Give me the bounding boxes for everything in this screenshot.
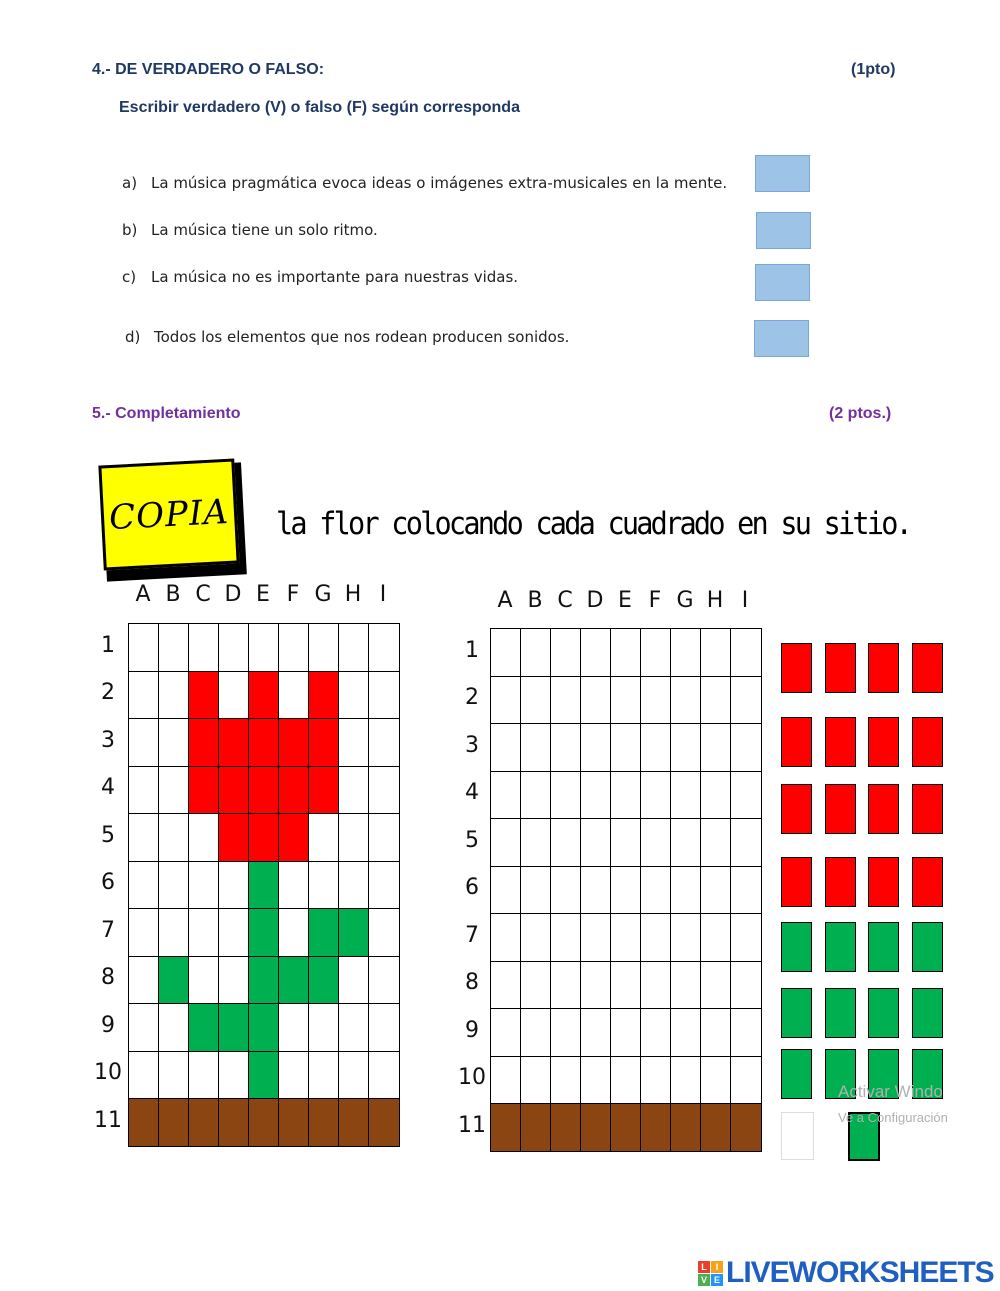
model-cell	[308, 718, 340, 767]
model-cell	[158, 1003, 190, 1052]
model-cell	[278, 1051, 310, 1100]
answer-cell[interactable]	[730, 723, 762, 772]
answer-cell[interactable]	[700, 628, 732, 677]
question-text: Todos los elementos que nos rodean producen sonidos.	[154, 328, 570, 346]
answer-cell[interactable]	[520, 818, 552, 867]
answer-cell[interactable]	[580, 961, 612, 1010]
model-cell	[158, 623, 190, 672]
answer-cell[interactable]	[700, 1008, 732, 1057]
model-cell	[338, 1003, 370, 1052]
answer-cell[interactable]	[700, 676, 732, 725]
answer-cell[interactable]	[610, 1103, 642, 1152]
answer-col-label: C	[557, 588, 573, 613]
answer-cell[interactable]	[610, 676, 642, 725]
answer-cell[interactable]	[550, 818, 582, 867]
model-cell	[308, 813, 340, 862]
answer-row-label: 1	[465, 637, 479, 663]
red-tile[interactable]	[781, 643, 812, 693]
question-letter: a)	[122, 174, 138, 192]
answer-cell[interactable]	[670, 961, 702, 1010]
model-col-label: F	[286, 582, 300, 607]
model-cell	[368, 766, 400, 815]
answer-cell[interactable]	[580, 1103, 612, 1152]
answer-cell[interactable]	[640, 818, 672, 867]
answer-cell[interactable]	[730, 961, 762, 1010]
model-cell	[188, 956, 220, 1005]
answer-cell[interactable]	[550, 628, 582, 677]
model-row-label: 4	[101, 775, 115, 801]
green-tile[interactable]	[912, 922, 943, 972]
answer-cell[interactable]	[520, 913, 552, 962]
answer-cell[interactable]	[670, 771, 702, 820]
model-cell	[188, 1003, 220, 1052]
model-cell	[188, 1098, 220, 1147]
answer-cell[interactable]	[640, 676, 672, 725]
answer-cell[interactable]	[730, 913, 762, 962]
model-col-label: A	[135, 582, 151, 607]
answer-cell[interactable]	[550, 676, 582, 725]
red-tile[interactable]	[781, 784, 812, 834]
model-col-label: C	[195, 582, 211, 607]
question-c	[122, 268, 518, 286]
model-cell	[338, 1098, 370, 1147]
section5-instruction: la flor colocando cada cuadrado en su sitio.	[276, 506, 911, 542]
model-cell	[218, 623, 250, 672]
model-cell	[128, 813, 160, 862]
answer-cell[interactable]	[520, 1008, 552, 1057]
answer-cell[interactable]	[490, 771, 522, 820]
answer-cell[interactable]	[610, 771, 642, 820]
answer-row-label: 3	[465, 732, 479, 758]
answer-cell[interactable]	[490, 676, 522, 725]
question-text: La música pragmática evoca ideas o imágenes extra-musicales en la mente.	[151, 174, 728, 192]
model-cell	[128, 1003, 160, 1052]
model-cell	[248, 766, 280, 815]
logo-text: LIVEWORKSHEETS	[726, 1256, 994, 1289]
model-cell	[278, 956, 310, 1005]
model-cell	[368, 956, 400, 1005]
model-row-label: 8	[101, 965, 115, 991]
answer-row-label: 10	[458, 1065, 486, 1091]
model-cell	[188, 766, 220, 815]
model-cell	[248, 671, 280, 720]
red-tile[interactable]	[825, 643, 856, 693]
model-col-label: H	[344, 582, 362, 607]
model-cell	[128, 671, 160, 720]
model-cell	[248, 1098, 280, 1147]
answer-cell[interactable]	[550, 913, 582, 962]
model-cell	[368, 1098, 400, 1147]
model-row-label: 9	[101, 1012, 115, 1038]
answer-box-c[interactable]	[755, 264, 810, 301]
green-tile[interactable]	[781, 922, 812, 972]
model-cell	[338, 671, 370, 720]
green-tile[interactable]	[868, 988, 899, 1038]
model-cell	[368, 813, 400, 862]
answer-cell[interactable]	[520, 676, 552, 725]
answer-cell[interactable]	[640, 1056, 672, 1105]
question-letter: b)	[122, 221, 138, 239]
answer-cell[interactable]	[580, 913, 612, 962]
answer-cell[interactable]	[580, 676, 612, 725]
answer-cell[interactable]	[550, 1008, 582, 1057]
answer-cell[interactable]	[550, 866, 582, 915]
answer-cell[interactable]	[730, 866, 762, 915]
model-cell	[218, 956, 250, 1005]
answer-row-label: 2	[465, 685, 479, 711]
answer-cell[interactable]	[670, 628, 702, 677]
answer-col-label: I	[741, 588, 749, 613]
white-tile[interactable]	[781, 1112, 814, 1160]
model-col-label: E	[256, 582, 270, 607]
section4-instruction: Escribir verdadero (V) o falso (F) según corresponda	[119, 99, 520, 116]
model-cell	[368, 908, 400, 957]
red-tile[interactable]	[781, 717, 812, 767]
model-cell	[308, 766, 340, 815]
answer-col-label: F	[648, 588, 662, 613]
model-cell	[308, 861, 340, 910]
model-col-label: I	[379, 582, 387, 607]
answer-cell[interactable]	[730, 1103, 762, 1152]
answer-cell[interactable]	[730, 628, 762, 677]
model-cell	[368, 1003, 400, 1052]
question-text: La música no es importante para nuestras vidas.	[151, 268, 519, 286]
model-cell	[368, 861, 400, 910]
red-tile[interactable]	[868, 717, 899, 767]
model-row-label: 11	[94, 1107, 122, 1133]
answer-cell[interactable]	[580, 1056, 612, 1105]
question-b	[122, 221, 378, 239]
answer-cell[interactable]	[520, 866, 552, 915]
model-cell	[158, 813, 190, 862]
model-row-label: 2	[101, 680, 115, 706]
model-row-label: 6	[101, 870, 115, 896]
answer-cell[interactable]	[670, 818, 702, 867]
model-cell	[278, 718, 310, 767]
answer-cell[interactable]	[640, 723, 672, 772]
answer-cell[interactable]	[520, 1103, 552, 1152]
model-cell	[308, 1003, 340, 1052]
model-cell	[338, 956, 370, 1005]
model-cell	[248, 623, 280, 672]
answer-cell[interactable]	[580, 818, 612, 867]
model-cell	[128, 1098, 160, 1147]
answer-cell[interactable]	[700, 913, 732, 962]
section4-points: (1pto)	[851, 61, 896, 78]
model-cell	[218, 813, 250, 862]
answer-cell[interactable]	[700, 1103, 732, 1152]
answer-col-label: E	[618, 588, 632, 613]
model-cell	[338, 623, 370, 672]
model-cell	[338, 861, 370, 910]
model-cell	[128, 766, 160, 815]
answer-cell[interactable]	[640, 1008, 672, 1057]
answer-cell[interactable]	[700, 723, 732, 772]
answer-cell[interactable]	[490, 723, 522, 772]
model-cell	[218, 766, 250, 815]
model-cell	[368, 1051, 400, 1100]
red-tile[interactable]	[912, 857, 943, 907]
answer-row-label: 6	[465, 875, 479, 901]
model-cell	[128, 623, 160, 672]
model-cell	[308, 1098, 340, 1147]
answer-cell[interactable]	[490, 866, 522, 915]
copy-label-text: COPIA	[108, 491, 230, 538]
model-cell	[158, 956, 190, 1005]
red-tile[interactable]	[868, 643, 899, 693]
answer-cell[interactable]	[730, 771, 762, 820]
question-letter: d)	[125, 328, 141, 346]
model-row-label: 3	[101, 727, 115, 753]
model-row-label: 7	[101, 917, 115, 943]
answer-cell[interactable]	[580, 866, 612, 915]
model-cell	[248, 908, 280, 957]
logo-badge-icon: L I V E	[698, 1261, 723, 1286]
answer-cell[interactable]	[610, 723, 642, 772]
model-cell	[158, 718, 190, 767]
answer-cell[interactable]	[580, 1008, 612, 1057]
answer-cell[interactable]	[610, 913, 642, 962]
answer-cell[interactable]	[490, 628, 522, 677]
red-tile[interactable]	[825, 857, 856, 907]
model-cell	[278, 766, 310, 815]
green-tile[interactable]	[868, 922, 899, 972]
answer-cell[interactable]	[520, 771, 552, 820]
model-cell	[188, 671, 220, 720]
answer-cell[interactable]	[670, 866, 702, 915]
answer-cell[interactable]	[580, 771, 612, 820]
answer-cell[interactable]	[730, 1056, 762, 1105]
answer-col-label: G	[676, 588, 694, 613]
question-letter: c)	[122, 268, 137, 286]
model-cell	[278, 1098, 310, 1147]
answer-cell[interactable]	[700, 818, 732, 867]
model-row-label: 10	[94, 1060, 122, 1086]
model-cell	[158, 1051, 190, 1100]
model-cell	[188, 861, 220, 910]
model-cell	[338, 908, 370, 957]
model-cell	[248, 1051, 280, 1100]
model-cell	[338, 718, 370, 767]
answer-cell[interactable]	[550, 1056, 582, 1105]
answer-cell[interactable]	[700, 961, 732, 1010]
answer-cell[interactable]	[670, 723, 702, 772]
red-tile[interactable]	[912, 784, 943, 834]
answer-cell[interactable]	[520, 723, 552, 772]
answer-cell[interactable]	[670, 1008, 702, 1057]
answer-cell[interactable]	[670, 1056, 702, 1105]
answer-cell[interactable]	[580, 628, 612, 677]
model-cell	[158, 671, 190, 720]
model-cell	[278, 861, 310, 910]
answer-cell[interactable]	[520, 961, 552, 1010]
answer-cell[interactable]	[610, 628, 642, 677]
answer-cell[interactable]	[730, 676, 762, 725]
model-cell	[218, 1051, 250, 1100]
model-cell	[218, 718, 250, 767]
answer-cell[interactable]	[640, 771, 672, 820]
answer-cell[interactable]	[610, 1008, 642, 1057]
model-cell	[218, 908, 250, 957]
model-cell	[188, 813, 220, 862]
green-tile[interactable]	[781, 1049, 812, 1099]
model-cell	[308, 671, 340, 720]
model-cell	[188, 623, 220, 672]
watermark-line1: Activar Windo	[838, 1082, 943, 1101]
answer-cell[interactable]	[490, 818, 522, 867]
model-cell	[248, 956, 280, 1005]
red-tile[interactable]	[825, 784, 856, 834]
model-cell	[128, 861, 160, 910]
answer-col-label: H	[706, 588, 724, 613]
answer-cell[interactable]	[640, 961, 672, 1010]
answer-cell[interactable]	[640, 1103, 672, 1152]
answer-cell[interactable]	[700, 866, 732, 915]
question-a	[122, 174, 727, 192]
model-cell	[248, 718, 280, 767]
section4-title: 4.- DE VERDADERO O FALSO:	[92, 61, 325, 78]
model-cell	[128, 1051, 160, 1100]
model-cell	[188, 718, 220, 767]
answer-cell[interactable]	[640, 866, 672, 915]
model-cell	[338, 813, 370, 862]
model-cell	[368, 623, 400, 672]
model-row-label: 5	[101, 822, 115, 848]
answer-cell[interactable]	[670, 1103, 702, 1152]
answer-row-label: 9	[465, 1017, 479, 1043]
model-cell	[158, 766, 190, 815]
section5-points: (2 ptos.)	[829, 405, 892, 422]
answer-box-d[interactable]	[754, 320, 809, 357]
answer-cell[interactable]	[640, 628, 672, 677]
model-cell	[338, 766, 370, 815]
model-cell	[308, 956, 340, 1005]
model-cell	[248, 861, 280, 910]
section5-title: 5.- Completamiento	[92, 405, 241, 422]
model-cell	[278, 623, 310, 672]
model-cell	[248, 1003, 280, 1052]
model-cell	[218, 861, 250, 910]
model-cell	[128, 718, 160, 767]
red-tile[interactable]	[825, 717, 856, 767]
liveworksheets-logo	[698, 1256, 994, 1290]
answer-cell[interactable]	[730, 1008, 762, 1057]
model-cell	[308, 908, 340, 957]
model-cell	[218, 671, 250, 720]
answer-cell[interactable]	[670, 913, 702, 962]
question-text: La música tiene un solo ritmo.	[151, 221, 378, 239]
model-cell	[218, 1003, 250, 1052]
answer-cell[interactable]	[550, 961, 582, 1010]
answer-cell[interactable]	[700, 1056, 732, 1105]
model-cell	[188, 1051, 220, 1100]
answer-cell[interactable]	[550, 1103, 582, 1152]
answer-cell[interactable]	[730, 818, 762, 867]
model-cell	[368, 671, 400, 720]
model-cell	[278, 813, 310, 862]
answer-row-label: 7	[465, 922, 479, 948]
answer-cell[interactable]	[610, 961, 642, 1010]
model-cell	[248, 813, 280, 862]
red-tile[interactable]	[781, 857, 812, 907]
answer-col-label: A	[497, 588, 513, 613]
answer-cell[interactable]	[610, 866, 642, 915]
answer-cell[interactable]	[610, 1056, 642, 1105]
model-cell	[158, 1098, 190, 1147]
model-col-label: G	[314, 582, 332, 607]
model-cell	[128, 956, 160, 1005]
answer-box-a[interactable]	[755, 155, 810, 192]
model-cell	[278, 1003, 310, 1052]
red-tile[interactable]	[868, 857, 899, 907]
answer-cell[interactable]	[490, 1056, 522, 1105]
green-tile[interactable]	[781, 988, 812, 1038]
red-tile[interactable]	[912, 717, 943, 767]
model-cell	[158, 908, 190, 957]
question-d	[125, 328, 569, 346]
model-cell	[128, 908, 160, 957]
answer-cell[interactable]	[550, 723, 582, 772]
model-cell	[188, 908, 220, 957]
model-cell	[278, 671, 310, 720]
model-cell	[338, 1051, 370, 1100]
answer-row-label: 11	[458, 1112, 486, 1138]
green-tile[interactable]	[912, 988, 943, 1038]
model-cell	[368, 718, 400, 767]
answer-cell[interactable]	[490, 1008, 522, 1057]
watermark-line2: Ve a Configuración	[838, 1110, 948, 1125]
answer-cell[interactable]	[580, 723, 612, 772]
red-tile[interactable]	[912, 643, 943, 693]
answer-row-label: 8	[465, 970, 479, 996]
model-cell	[308, 1051, 340, 1100]
model-cell	[218, 1098, 250, 1147]
model-cell	[308, 623, 340, 672]
model-col-label: B	[165, 582, 181, 607]
copy-label	[98, 459, 239, 571]
answer-cell[interactable]	[520, 628, 552, 677]
answer-col-label: D	[586, 588, 604, 613]
answer-col-label: B	[527, 588, 543, 613]
answer-cell[interactable]	[640, 913, 672, 962]
green-tile[interactable]	[825, 922, 856, 972]
green-tile[interactable]	[825, 988, 856, 1038]
answer-cell[interactable]	[670, 676, 702, 725]
answer-row-label: 5	[465, 827, 479, 853]
model-cell	[158, 861, 190, 910]
model-row-label: 1	[101, 632, 115, 658]
answer-cell[interactable]	[490, 1103, 522, 1152]
red-tile[interactable]	[868, 784, 899, 834]
model-cell	[278, 908, 310, 957]
answer-cell[interactable]	[520, 1056, 552, 1105]
model-col-label: D	[224, 582, 242, 607]
answer-cell[interactable]	[700, 771, 732, 820]
answer-box-b[interactable]	[756, 212, 811, 249]
answer-cell[interactable]	[490, 913, 522, 962]
answer-cell[interactable]	[490, 961, 522, 1010]
answer-row-label: 4	[465, 780, 479, 806]
answer-cell[interactable]	[610, 818, 642, 867]
answer-cell[interactable]	[550, 771, 582, 820]
